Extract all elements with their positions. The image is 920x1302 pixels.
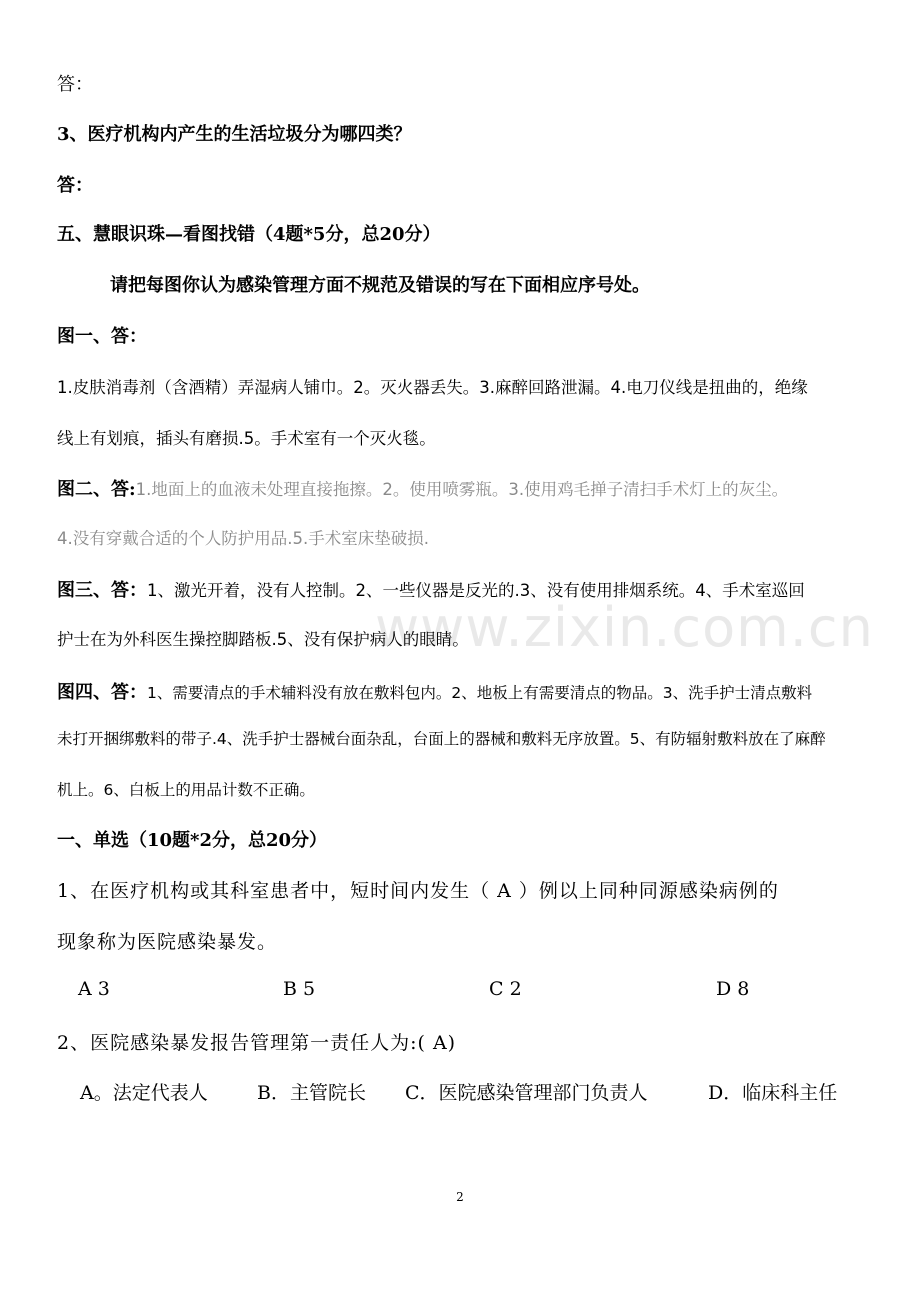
figure-3-answer-line-1: 1、激光开着，没有人控制。2、一些仪器是反光的.3、没有使用排烟系统。4、手术室巡回 (147, 581, 805, 600)
single-choice-2-option-a: A。法定代表人 (80, 1082, 208, 1104)
watermark-text: www.zixin.com.cn (375, 596, 874, 659)
page-number: 2 (456, 1190, 464, 1204)
figure-4-answer-line-1: 1、需要清点的手术辅料没有放在敷料包内。2、地板上有需要清点的物品。3、洗手护士清点敷料 (147, 684, 813, 702)
section-1-title: 一、单选（10题*2分，总20分） (57, 830, 328, 851)
figure-2-answer-line-1: 1.地面上的血液未处理直接拖擦。2。使用喷雾瓶。3.使用鸡毛掸子清扫手术灯上的灰尘。 (135, 480, 789, 499)
single-choice-1-line-1: 1、在医疗机构或其科室患者中，短时间内发生（ A ）例以上同种同源感染病例的 (57, 880, 779, 902)
figure-1-label: 图一、答： (57, 326, 147, 347)
figure-1-answer-line-1: 1.皮肤消毒剂（含酒精）弄湿病人铺巾。2。灭火器丢失。3.麻醉回路泄漏。4.电刀仪线是扭曲的，绝缘 (57, 378, 808, 397)
figure-2-answer (57, 475, 788, 501)
answer-label-bold: 答： (57, 175, 93, 196)
figure-4-answer (57, 678, 812, 704)
figure-1-answer-line-2: 线上有划痕，插头有磨损.5。手术室有一个灭火毯。 (57, 429, 436, 448)
figure-2-label: 图二、答: (57, 479, 136, 500)
single-choice-1-option-c: C 2 (489, 978, 522, 1000)
figure-4-label: 图四、答： (57, 682, 147, 703)
single-choice-1-option-a: A 3 (78, 978, 110, 1000)
single-choice-1-option-d: D 8 (716, 978, 750, 1000)
figure-3-answer (57, 576, 805, 602)
single-choice-2-option-b: B．主管院长 (257, 1082, 366, 1104)
single-choice-2-option-c: C．医院感染管理部门负责人 (405, 1082, 648, 1104)
figure-3-label: 图三、答： (57, 580, 147, 601)
figure-2-answer-line-2: 4.没有穿戴合适的个人防护用品.5.手术室床垫破损. (57, 529, 429, 548)
figure-3-answer-line-2: 护士在为外科医生操控脚踏板.5、没有保护病人的眼睛。 (57, 630, 469, 649)
question-3: 3、医疗机构内产生的生活垃圾分为哪四类？ (57, 124, 412, 145)
answer-label: 答： (57, 74, 93, 95)
single-choice-1-line-2: 现象称为医院感染暴发。 (57, 931, 278, 953)
single-choice-2-option-d: D．临床科主任 (708, 1082, 838, 1104)
single-choice-2-question: 2、医院感染暴发报告管理第一责任人为:( A) (57, 1032, 457, 1054)
figure-4-answer-line-3: 机上。6、白板上的用品计数不正确。 (57, 781, 315, 799)
figure-4-answer-line-2: 未打开捆绑敷料的带子.4、洗手护士器械台面杂乱，台面上的器械和敷料无序放置。5、有防辐射敷料放在了麻醉 (57, 730, 826, 748)
single-choice-1-option-b: B 5 (283, 978, 316, 1000)
section-5-instruction: 请把每图你认为感染管理方面不规范及错误的写在下面相应序号处。 (110, 275, 650, 296)
section-5-title: 五、慧眼识珠—看图找错（4题*5分，总20分） (57, 224, 441, 245)
